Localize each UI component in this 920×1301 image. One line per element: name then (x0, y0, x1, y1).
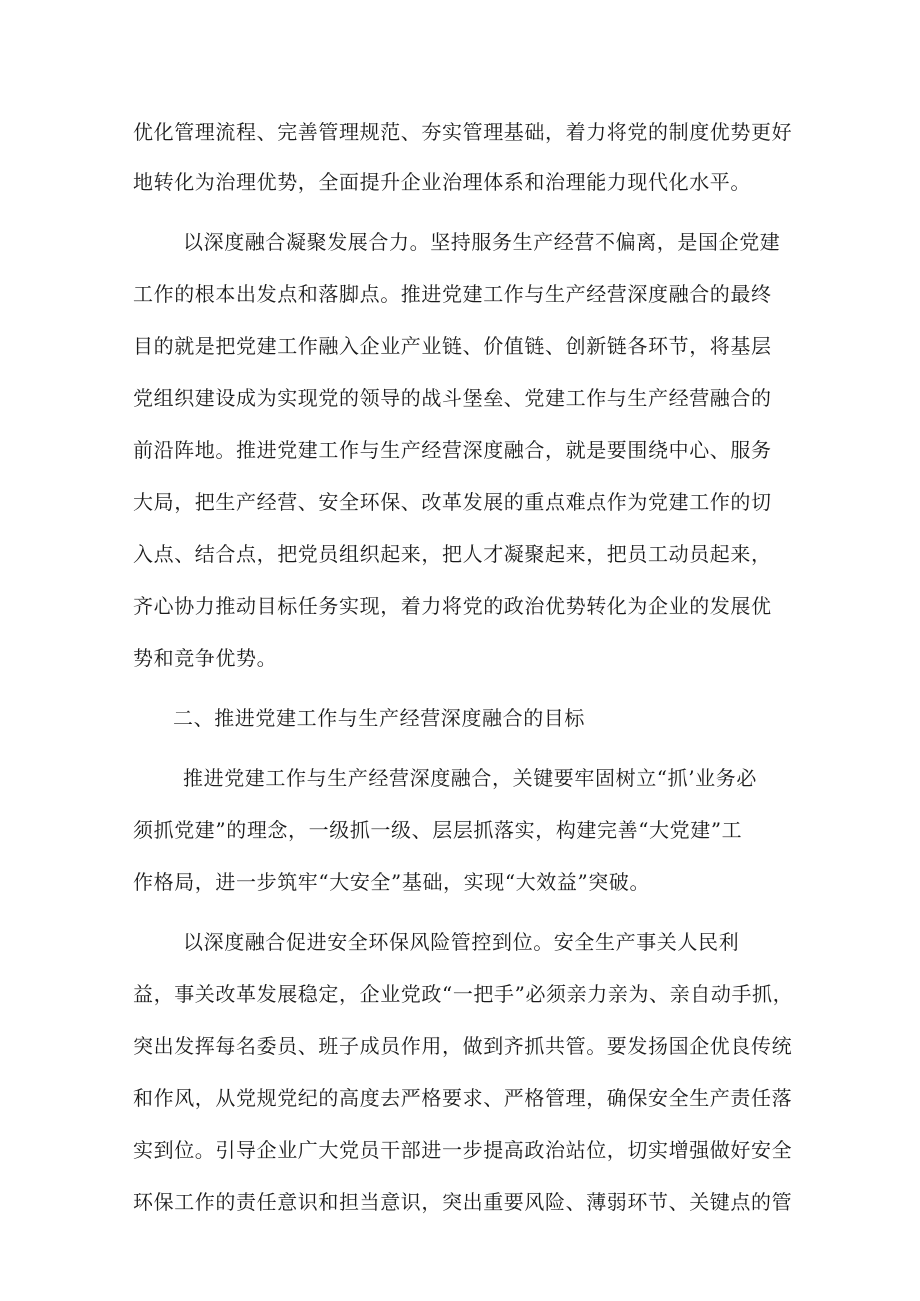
paragraph-4-line-1: 以深度融合促进安全环保风险管控到位。安全生产事关人民利 (183, 930, 740, 954)
paragraph-2-line-6: 大局，把生产经营、安全环保、改革发展的重点难点作为党建工作的切 (133, 490, 772, 514)
paragraph-2-line-5: 前沿阵地。推进党建工作与生产经营深度融合，就是要围绕中心、服务 (133, 438, 772, 462)
paragraph-4-line-3: 突出发挥每名委员、班子成员作用，做到齐抓共管。要发扬国企优良传统 (133, 1034, 793, 1058)
paragraph-3-line-3: 作格局，进一步筑牢“大安全”基础，实现“大效益”突破。 (133, 870, 651, 894)
paragraph-1-line-1: 优化管理流程、完善管理规范、夯实管理基础，着力将党的制度优势更好 (133, 120, 793, 144)
paragraph-3-line-1: 推进党建工作与生产经营深度融合，关键要牢固树立“抓’业务必 (183, 766, 757, 790)
section-heading: 二、推进党建工作与生产经营深度融合的目标 (173, 706, 585, 730)
paragraph-3-line-2: 须抓党建”的理念，一级抓一级、层层抓落实，构建完善“大党建”工 (133, 818, 743, 842)
paragraph-2-line-9: 势和竞争优势。 (133, 646, 278, 670)
paragraph-4-line-6: 环保工作的责任意识和担当意识，突出重要风险、薄弱环节、关键点的管 (133, 1190, 793, 1214)
paragraph-1-line-2: 地转化为治理优势，全面提升企业治理体系和治理能力现代化水平。 (133, 170, 751, 194)
paragraph-4-line-5: 实到位。引导企业广大党员干部进一步提高政治站位，切实增强做好安全 (133, 1138, 793, 1162)
paragraph-2-line-4: 党组织建设成为实现党的领导的战斗堡垒、党建工作与生产经营融合的 (133, 386, 772, 410)
paragraph-4-line-2: 益，事关改革发展稳定，企业党政“一把手”必须亲力亲为、亲自动手抓， (133, 982, 794, 1006)
paragraph-2-line-1: 以深度融合凝聚发展合力。坚持服务生产经营不偏离，是国企党建 (183, 230, 781, 254)
paragraph-2-line-2: 工作的根本出发点和落脚点。推进党建工作与生产经营深度融合的最终 (133, 282, 772, 306)
paragraph-2-line-3: 目的就是把党建工作融入企业产业链、价值链、创新链各环节，将基层 (133, 334, 772, 358)
paragraph-2-line-7: 入点、结合点，把党员组织起来，把人才凝聚起来，把员工动员起来， (133, 542, 772, 566)
paragraph-4-line-4: 和作风，从党规党纪的高度去严格要求、严格管理，确保安全生产责任落 (133, 1086, 793, 1110)
paragraph-2-line-8: 齐心协力推动目标任务实现，着力将党的政治优势转化为企业的发展优 (133, 594, 772, 618)
